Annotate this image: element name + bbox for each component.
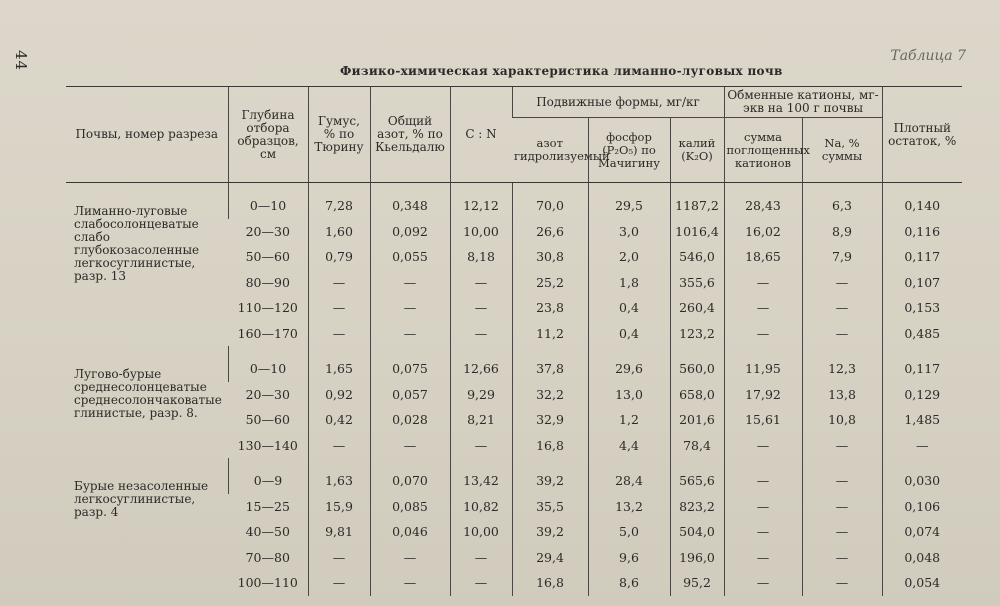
- soil-name: Лугово-бурые среднесолонцеватые среднесолончаковатые глинистые, разр. 8.: [74, 367, 222, 420]
- table-row: [66, 193, 962, 219]
- cell-na: —: [802, 321, 882, 347]
- cell-potassium: 823,2: [670, 494, 724, 520]
- header-humus: Гумус, % по Тюрину: [308, 87, 370, 183]
- cell-residue: 0,107: [882, 270, 962, 296]
- cell-cn: —: [450, 433, 512, 459]
- cell-potassium: 565,6: [670, 468, 724, 494]
- cell-nitrogen-hydro: 16,8: [512, 570, 588, 596]
- cell-potassium: 658,0: [670, 382, 724, 408]
- cell-na: —: [802, 494, 882, 520]
- table-row: [66, 468, 962, 494]
- soil-name: Лиманно-луговые слабосолонцеватые слабо глубокозасоленные легкосуглинистые, разр. 13: [74, 204, 200, 283]
- cell-potassium: 78,4: [670, 433, 724, 459]
- cell-depth: 0—10: [228, 193, 308, 219]
- cell-na: —: [802, 433, 882, 459]
- header-exchange-cations: Обменные катионы, мг-экв на 100 г почвы: [724, 87, 882, 118]
- cell-nitrogen-hydro: 11,2: [512, 321, 588, 347]
- cell-depth: 20—30: [245, 386, 290, 402]
- cell-potassium: 201,6: [670, 407, 724, 433]
- cell-na: 8,9: [802, 219, 882, 245]
- cell-na: —: [802, 468, 882, 494]
- cell-depth: 100—110: [237, 575, 298, 591]
- cell-humus: —: [308, 570, 370, 596]
- cell-residue: 0,117: [882, 356, 962, 382]
- cell-cn: 10,00: [450, 219, 512, 245]
- cell-cation-sum: 18,65: [724, 244, 802, 270]
- cell-depth: 50—60: [245, 249, 290, 265]
- cell-na: 10,8: [802, 407, 882, 433]
- cell-residue: 0,116: [882, 219, 962, 245]
- cell-depth: 50—60: [245, 412, 290, 428]
- cell-cation-sum: —: [724, 295, 802, 321]
- cell-nitrogen: 0,028: [370, 407, 450, 433]
- cell-nitrogen-hydro: 29,4: [512, 545, 588, 571]
- cell-phosphorus: 8,6: [588, 570, 670, 596]
- cell-cn: —: [450, 545, 512, 571]
- cell-nitrogen-hydro: 25,2: [512, 270, 588, 296]
- cell-residue: 0,140: [882, 193, 962, 219]
- cell-depth: 15—25: [245, 498, 290, 514]
- cell-cation-sum: 28,43: [724, 193, 802, 219]
- cell-residue: 0,054: [882, 570, 962, 596]
- cell-cation-sum: 11,95: [724, 356, 802, 382]
- cell-residue: 0,485: [882, 321, 962, 347]
- cell-humus: 1,65: [308, 356, 370, 382]
- cell-cation-sum: 16,02: [724, 219, 802, 245]
- cell-nitrogen: 0,348: [370, 193, 450, 219]
- cell-residue: 0,106: [882, 494, 962, 520]
- cell-potassium: 1187,2: [670, 193, 724, 219]
- cell-depth: 160—170: [237, 325, 298, 341]
- cell-depth: 20—30: [245, 223, 290, 239]
- cell-cation-sum: —: [724, 519, 802, 545]
- cell-phosphorus: 5,0: [588, 519, 670, 545]
- cell-nitrogen: 0,070: [370, 468, 450, 494]
- cell-phosphorus: 29,5: [588, 193, 670, 219]
- cell-phosphorus: 0,4: [588, 321, 670, 347]
- cell-potassium: 546,0: [670, 244, 724, 270]
- soil-table: [66, 86, 962, 596]
- cell-depth: 40—50: [245, 524, 290, 540]
- cell-nitrogen-hydro: 39,2: [512, 519, 588, 545]
- cell-phosphorus: 28,4: [588, 468, 670, 494]
- cell-na: —: [802, 270, 882, 296]
- cell-nitrogen: —: [370, 545, 450, 571]
- cell-potassium: 504,0: [670, 519, 724, 545]
- cell-phosphorus: 1,2: [588, 407, 670, 433]
- cell-nitrogen: —: [370, 295, 450, 321]
- cell-nitrogen: 0,085: [370, 494, 450, 520]
- cell-phosphorus: 13,2: [588, 494, 670, 520]
- cell-humus: 9,81: [308, 519, 370, 545]
- header-cn: C : N: [450, 87, 512, 183]
- cell-cation-sum: —: [724, 270, 802, 296]
- cell-na: 7,9: [802, 244, 882, 270]
- cell-phosphorus: 9,6: [588, 545, 670, 571]
- cell-na: —: [802, 519, 882, 545]
- cell-na: 13,8: [802, 382, 882, 408]
- table-header: [66, 87, 962, 183]
- cell-depth: 130—140: [237, 437, 298, 453]
- cell-nitrogen-hydro: 16,8: [512, 433, 588, 459]
- cell-cation-sum: 17,92: [724, 382, 802, 408]
- cell-phosphorus: 2,0: [588, 244, 670, 270]
- cell-residue: —: [882, 433, 962, 459]
- cell-na: —: [802, 570, 882, 596]
- cell-na: 12,3: [802, 356, 882, 382]
- table-row: [66, 356, 962, 382]
- cell-cation-sum: —: [724, 545, 802, 571]
- cell-nitrogen-hydro: 26,6: [512, 219, 588, 245]
- cell-cn: 8,18: [450, 244, 512, 270]
- header-nitrogen: Общий азот, % по Кьельдалю: [370, 87, 450, 183]
- cell-nitrogen-hydro: 35,5: [512, 494, 588, 520]
- cell-phosphorus: 4,4: [588, 433, 670, 459]
- cell-phosphorus: 1,8: [588, 270, 670, 296]
- cell-cn: 10,00: [450, 519, 512, 545]
- cell-nitrogen: —: [370, 433, 450, 459]
- cell-potassium: 355,6: [670, 270, 724, 296]
- cell-cn: 13,42: [450, 468, 512, 494]
- cell-cation-sum: —: [724, 494, 802, 520]
- header-mobile-forms: Подвижные формы, мг/кг: [512, 87, 724, 118]
- cell-cation-sum: —: [724, 433, 802, 459]
- cell-depth: 0—10: [228, 356, 308, 382]
- cell-na: 6,3: [802, 193, 882, 219]
- cell-depth: 110—120: [237, 300, 298, 316]
- cell-humus: 0,92: [308, 382, 370, 408]
- header-potassium: калий (K₂O): [670, 118, 724, 183]
- header-nitrogen-hydro: азот гидролизуемый: [512, 118, 588, 183]
- cell-potassium: 196,0: [670, 545, 724, 571]
- cell-phosphorus: 3,0: [588, 219, 670, 245]
- cell-cn: 8,21: [450, 407, 512, 433]
- cell-residue: 0,074: [882, 519, 962, 545]
- cell-cn: —: [450, 295, 512, 321]
- cell-phosphorus: 29,6: [588, 356, 670, 382]
- table-label: Таблица 7: [890, 48, 966, 64]
- cell-nitrogen: 0,075: [370, 356, 450, 382]
- cell-humus: 1,63: [308, 468, 370, 494]
- cell-cn: —: [450, 321, 512, 347]
- table-title: Физико-химическая характеристика лиманно-луговых почв: [340, 64, 783, 78]
- header-phosphorus: фосфор (P₂O₅) по Мачигину: [588, 118, 670, 183]
- cell-humus: —: [308, 321, 370, 347]
- cell-cn: —: [450, 270, 512, 296]
- cell-nitrogen: 0,055: [370, 244, 450, 270]
- cell-nitrogen: —: [370, 270, 450, 296]
- table-body: [66, 183, 962, 596]
- cell-phosphorus: 13,0: [588, 382, 670, 408]
- cell-residue: 0,048: [882, 545, 962, 571]
- cell-potassium: 95,2: [670, 570, 724, 596]
- cell-na: —: [802, 295, 882, 321]
- soil-name: Бурые незасоленные легкосуглинистые, разр. 4: [74, 479, 209, 519]
- cell-humus: —: [308, 270, 370, 296]
- cell-cation-sum: —: [724, 570, 802, 596]
- cell-nitrogen-hydro: 39,2: [512, 468, 588, 494]
- cell-humus: —: [308, 545, 370, 571]
- header-cation-sum: сумма поглощенных катионов: [724, 118, 802, 183]
- cell-nitrogen-hydro: 23,8: [512, 295, 588, 321]
- cell-potassium: 260,4: [670, 295, 724, 321]
- header-na: Na, % суммы: [802, 118, 882, 183]
- cell-humus: —: [308, 295, 370, 321]
- cell-nitrogen-hydro: 37,8: [512, 356, 588, 382]
- header-residue: Плотный остаток, %: [882, 87, 962, 183]
- cell-residue: 0,153: [882, 295, 962, 321]
- cell-depth: 80—90: [245, 274, 290, 290]
- page-number: 44: [12, 50, 30, 72]
- cell-nitrogen-hydro: 30,8: [512, 244, 588, 270]
- cell-na: —: [802, 545, 882, 571]
- cell-cn: —: [450, 570, 512, 596]
- cell-nitrogen: —: [370, 321, 450, 347]
- cell-residue: 0,030: [882, 468, 962, 494]
- cell-potassium: 560,0: [670, 356, 724, 382]
- cell-residue: 0,117: [882, 244, 962, 270]
- header-soil: Почвы, номер разреза: [66, 87, 228, 183]
- cell-humus: —: [308, 433, 370, 459]
- cell-nitrogen-hydro: 70,0: [512, 193, 588, 219]
- cell-nitrogen-hydro: 32,2: [512, 382, 588, 408]
- cell-nitrogen-hydro: 32,9: [512, 407, 588, 433]
- cell-cn: 9,29: [450, 382, 512, 408]
- cell-nitrogen: 0,092: [370, 219, 450, 245]
- cell-humus: 7,28: [308, 193, 370, 219]
- cell-nitrogen: 0,057: [370, 382, 450, 408]
- cell-phosphorus: 0,4: [588, 295, 670, 321]
- cell-humus: 1,60: [308, 219, 370, 245]
- cell-cn: 12,12: [450, 193, 512, 219]
- cell-depth: 70—80: [245, 549, 290, 565]
- cell-humus: 0,79: [308, 244, 370, 270]
- cell-depth: 0—9: [228, 468, 308, 494]
- cell-residue: 1,485: [882, 407, 962, 433]
- cell-potassium: 123,2: [670, 321, 724, 347]
- cell-cation-sum: —: [724, 321, 802, 347]
- header-depth: Глубина отбора образцов, см: [228, 87, 308, 183]
- cell-nitrogen: —: [370, 570, 450, 596]
- cell-cn: 12,66: [450, 356, 512, 382]
- cell-cation-sum: —: [724, 468, 802, 494]
- cell-cation-sum: 15,61: [724, 407, 802, 433]
- cell-cn: 10,82: [450, 494, 512, 520]
- cell-nitrogen: 0,046: [370, 519, 450, 545]
- cell-humus: 0,42: [308, 407, 370, 433]
- cell-residue: 0,129: [882, 382, 962, 408]
- cell-potassium: 1016,4: [670, 219, 724, 245]
- cell-humus: 15,9: [308, 494, 370, 520]
